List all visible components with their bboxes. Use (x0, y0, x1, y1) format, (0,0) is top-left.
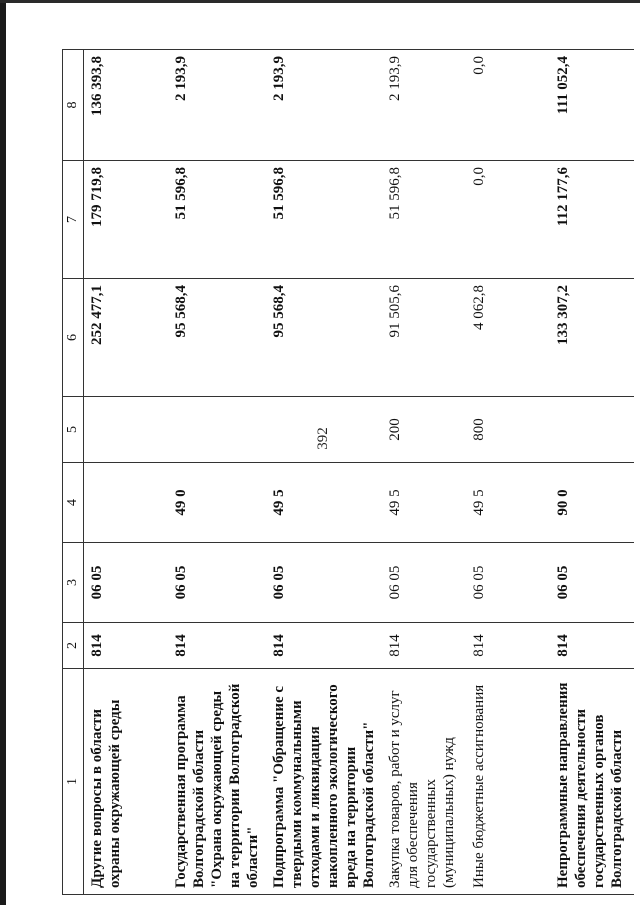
header-row (63, 50, 84, 895)
amount-col7: 0,0 (466, 161, 550, 279)
table-wrapper (62, 50, 640, 895)
amount-col8: 2 193,9 (168, 50, 266, 161)
amount-col7: 51 596,8 (168, 161, 266, 279)
row-name: Иные бюджетные ассигнования (466, 669, 550, 895)
section-code: 06 05 (382, 543, 466, 623)
target-article: 49 5 (466, 463, 550, 543)
amount-col6: 95 568,4 (168, 279, 266, 397)
section-code: 06 05 (266, 543, 382, 623)
amount-col8: 2 193,9 (266, 50, 382, 161)
expense-type (550, 397, 634, 463)
target-article (84, 463, 169, 543)
row-name: Государственная программа Волгоградской области "Охрана окружающей среды на территории Волгоградской области" (168, 669, 266, 895)
rotated-table-area (62, 50, 640, 895)
section-code: 06 05 (550, 543, 634, 623)
header-cell: 5 (63, 397, 84, 463)
table-row (382, 50, 466, 895)
ministry-code: 814 (382, 623, 466, 669)
amount-col6: 95 568,4 (266, 279, 382, 397)
ministry-code: 814 (84, 623, 169, 669)
row-name: Другие вопросы в области охраны окружающей среды (84, 669, 169, 895)
section-code: 06 05 (168, 543, 266, 623)
header-cell: 3 (63, 543, 84, 623)
ministry-code: 814 (550, 623, 634, 669)
table-row (550, 50, 634, 895)
amount-col8: 136 393,8 (84, 50, 169, 161)
amount-col6: 133 307,2 (550, 279, 634, 397)
expense-type (168, 397, 266, 463)
section-code: 06 05 (466, 543, 550, 623)
amount-col6: 91 505,6 (382, 279, 466, 397)
ministry-code: 814 (168, 623, 266, 669)
ministry-code: 814 (266, 623, 382, 669)
target-article: 49 0 (168, 463, 266, 543)
header-cell: 6 (63, 279, 84, 397)
scan-edge (0, 0, 6, 905)
target-article: 49 5 (382, 463, 466, 543)
table-row (466, 50, 550, 895)
row-name: Непрограммные направления обеспечения деятельности государственных органов Волгоградской области (550, 669, 634, 895)
table-row (84, 50, 169, 895)
target-article: 90 0 (550, 463, 634, 543)
target-article: 49 5 (266, 463, 382, 543)
row-name: Закупка товаров, работ и услуг для обеспечения государственных (муниципальных) нужд (382, 669, 466, 895)
page-number: 392 (314, 427, 331, 450)
amount-col7: 112 177,6 (550, 161, 634, 279)
row-name: Подпрограмма "Обращение с твердыми коммунальными отходами и ликвидация накопленного экологического вреда на территории Волгоградской области" (266, 669, 382, 895)
budget-table (62, 49, 634, 895)
expense-type (84, 397, 169, 463)
expense-type (266, 397, 382, 463)
expense-type: 200 (382, 397, 466, 463)
expense-type: 800 (466, 397, 550, 463)
header-cell: 8 (63, 50, 84, 161)
section-code: 06 05 (84, 543, 169, 623)
table-row (168, 50, 266, 895)
amount-col8: 2 193,9 (382, 50, 466, 161)
amount-col6: 252 477,1 (84, 279, 169, 397)
amount-col7: 179 719,8 (84, 161, 169, 279)
amount-col7: 51 596,8 (382, 161, 466, 279)
amount-col6: 4 062,8 (466, 279, 550, 397)
table-row (266, 50, 382, 895)
header-cell: 7 (63, 161, 84, 279)
scan-edge-top (0, 0, 640, 3)
amount-col7: 51 596,8 (266, 161, 382, 279)
header-cell: 4 (63, 463, 84, 543)
header-cell: 1 (63, 669, 84, 895)
amount-col8: 0,0 (466, 50, 550, 161)
amount-col8: 111 052,4 (550, 50, 634, 161)
header-cell: 2 (63, 623, 84, 669)
ministry-code: 814 (466, 623, 550, 669)
